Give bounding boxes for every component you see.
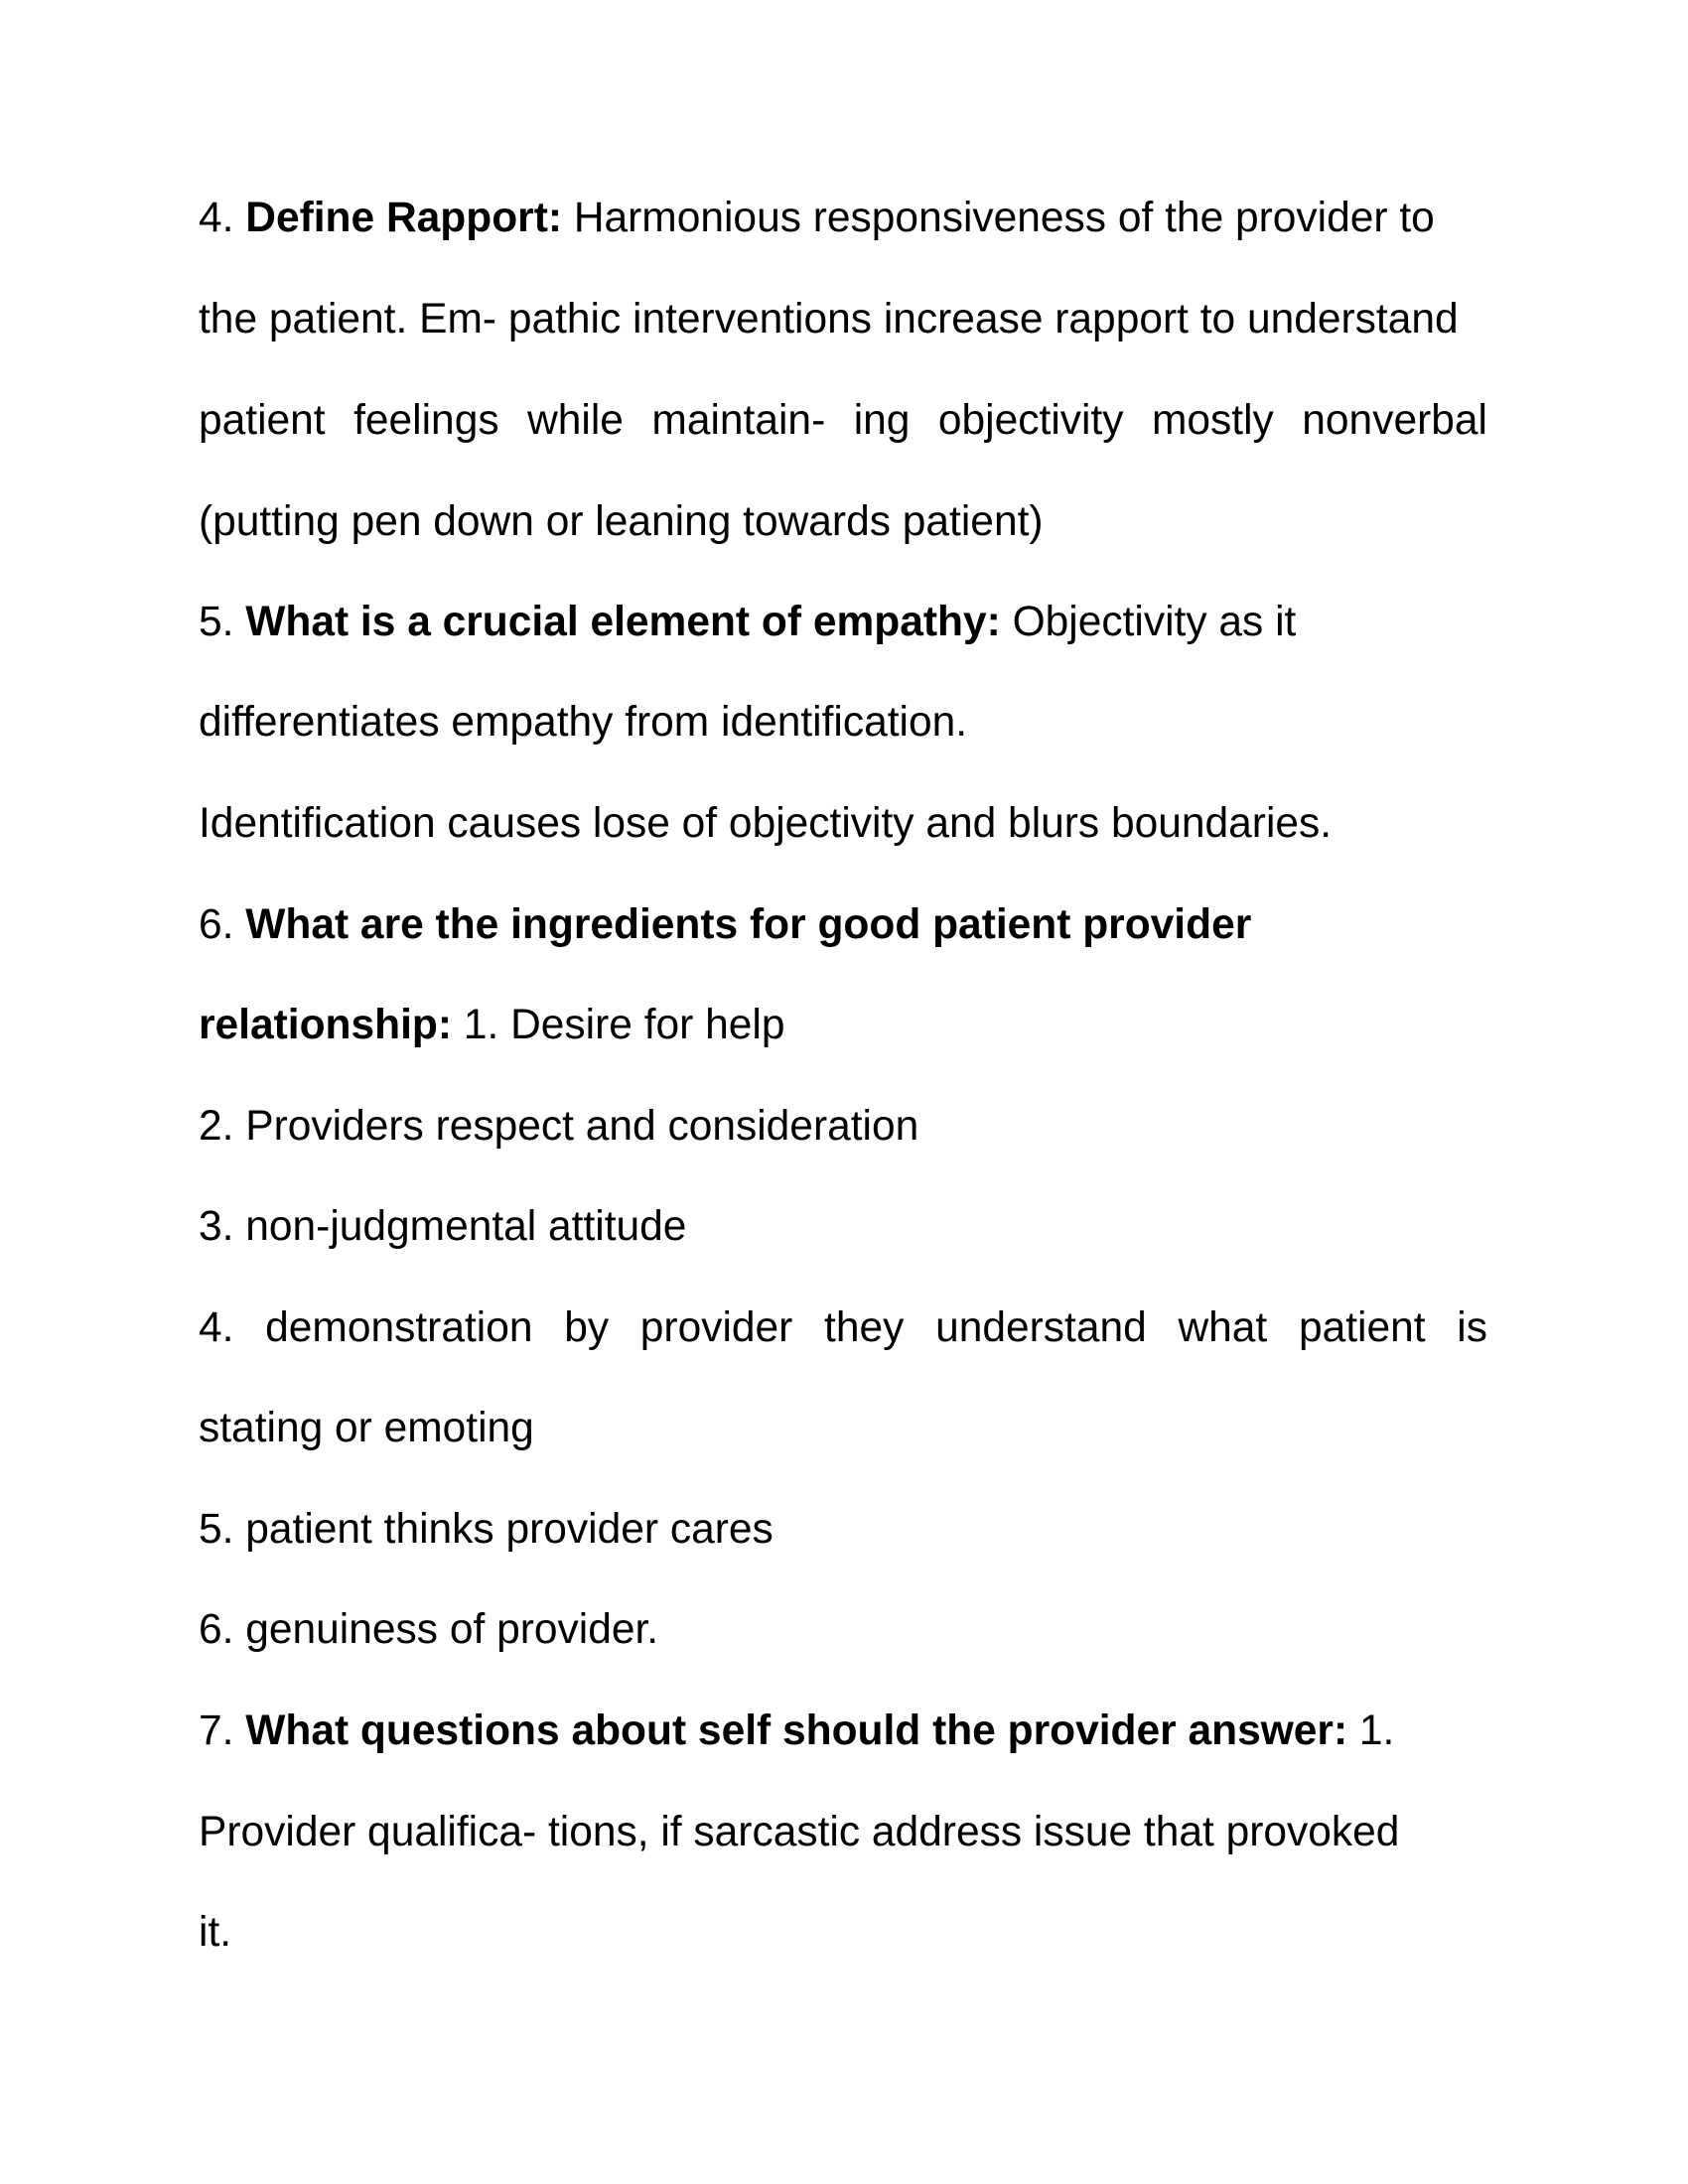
q7-number: 7. xyxy=(199,1707,234,1754)
q4-line-3-word: while xyxy=(527,397,624,444)
q6-answer-4-word: by xyxy=(564,1304,610,1351)
q4-line-3-word: patient xyxy=(199,397,326,444)
q7-line-2: Provider qualifica- tions, if sarcastic address issue that provoked xyxy=(199,1809,1400,1855)
q5-answer: Objectivity as it xyxy=(1012,599,1297,645)
q4-answer: Harmonious responsiveness of the provider to xyxy=(573,195,1435,241)
q6-line-2 xyxy=(199,996,1487,1055)
q4-line-3-word: nonverbal xyxy=(1302,397,1487,444)
q7-line-1 xyxy=(199,1702,1487,1761)
q6-question: What are the ingredients for good patient provider xyxy=(245,901,1252,948)
q6-answer-4-word: 4. xyxy=(199,1304,234,1351)
q5-line-3: Identification causes lose of objectivity and blurs boundaries. xyxy=(199,800,1333,847)
q6-answer-2: 2. Providers respect and consideration xyxy=(199,1103,919,1150)
q4-line-3-word: maintain- xyxy=(651,397,826,444)
q4-question: Define Rapport: xyxy=(245,195,563,241)
q4-line-4: (putting pen down or leaning towards patient) xyxy=(199,498,1044,545)
q4-line-3-word: feelings xyxy=(353,397,499,444)
q6-answer-4-cont: stating or emoting xyxy=(199,1405,534,1451)
q5-line-2: differentiates empathy from identification. xyxy=(199,699,968,746)
q6-number: 6. xyxy=(199,901,234,948)
q6-answer-1: 1. Desire for help xyxy=(463,1002,785,1048)
q4-line-2: the patient. Em- pathic interventions increase rapport to understand xyxy=(199,296,1459,342)
q6-answer-4 xyxy=(199,1298,1487,1358)
q6-answer-4-word: demonstration xyxy=(265,1304,533,1351)
q7-line-3: it. xyxy=(199,1909,232,1956)
q7-answer-number: 1. xyxy=(1358,1707,1395,1754)
q4-line-1 xyxy=(199,189,1487,248)
q7-question: What questions about self should the provider answer: xyxy=(245,1707,1348,1754)
q4-line-3-word: ing xyxy=(853,397,911,444)
q6-answer-3: 3. non-judgmental attitude xyxy=(199,1203,687,1250)
q5-line-1 xyxy=(199,593,1487,652)
q4-line-3-word: mostly xyxy=(1152,397,1274,444)
q6-answer-6: 6. genuiness of provider. xyxy=(199,1606,659,1653)
q6-answer-4-word: what xyxy=(1178,1304,1268,1351)
q6-answer-4-word: is xyxy=(1457,1304,1487,1351)
q4-line-3 xyxy=(199,391,1487,451)
q5-question: What is a crucial element of empathy: xyxy=(245,599,1001,645)
q6-answer-4-word: they xyxy=(824,1304,905,1351)
q6-answer-4-word: understand xyxy=(935,1304,1147,1351)
q6-answer-4-word: provider xyxy=(639,1304,793,1351)
q4-number: 4. xyxy=(199,195,234,241)
q6-line-1 xyxy=(199,895,1487,955)
q6-answer-4-word: patient xyxy=(1298,1304,1426,1351)
q6-question-cont: relationship: xyxy=(199,1002,453,1048)
q4-line-3-word: objectivity xyxy=(937,397,1124,444)
q6-answer-5: 5. patient thinks provider cares xyxy=(199,1506,774,1553)
q5-number: 5. xyxy=(199,599,234,645)
